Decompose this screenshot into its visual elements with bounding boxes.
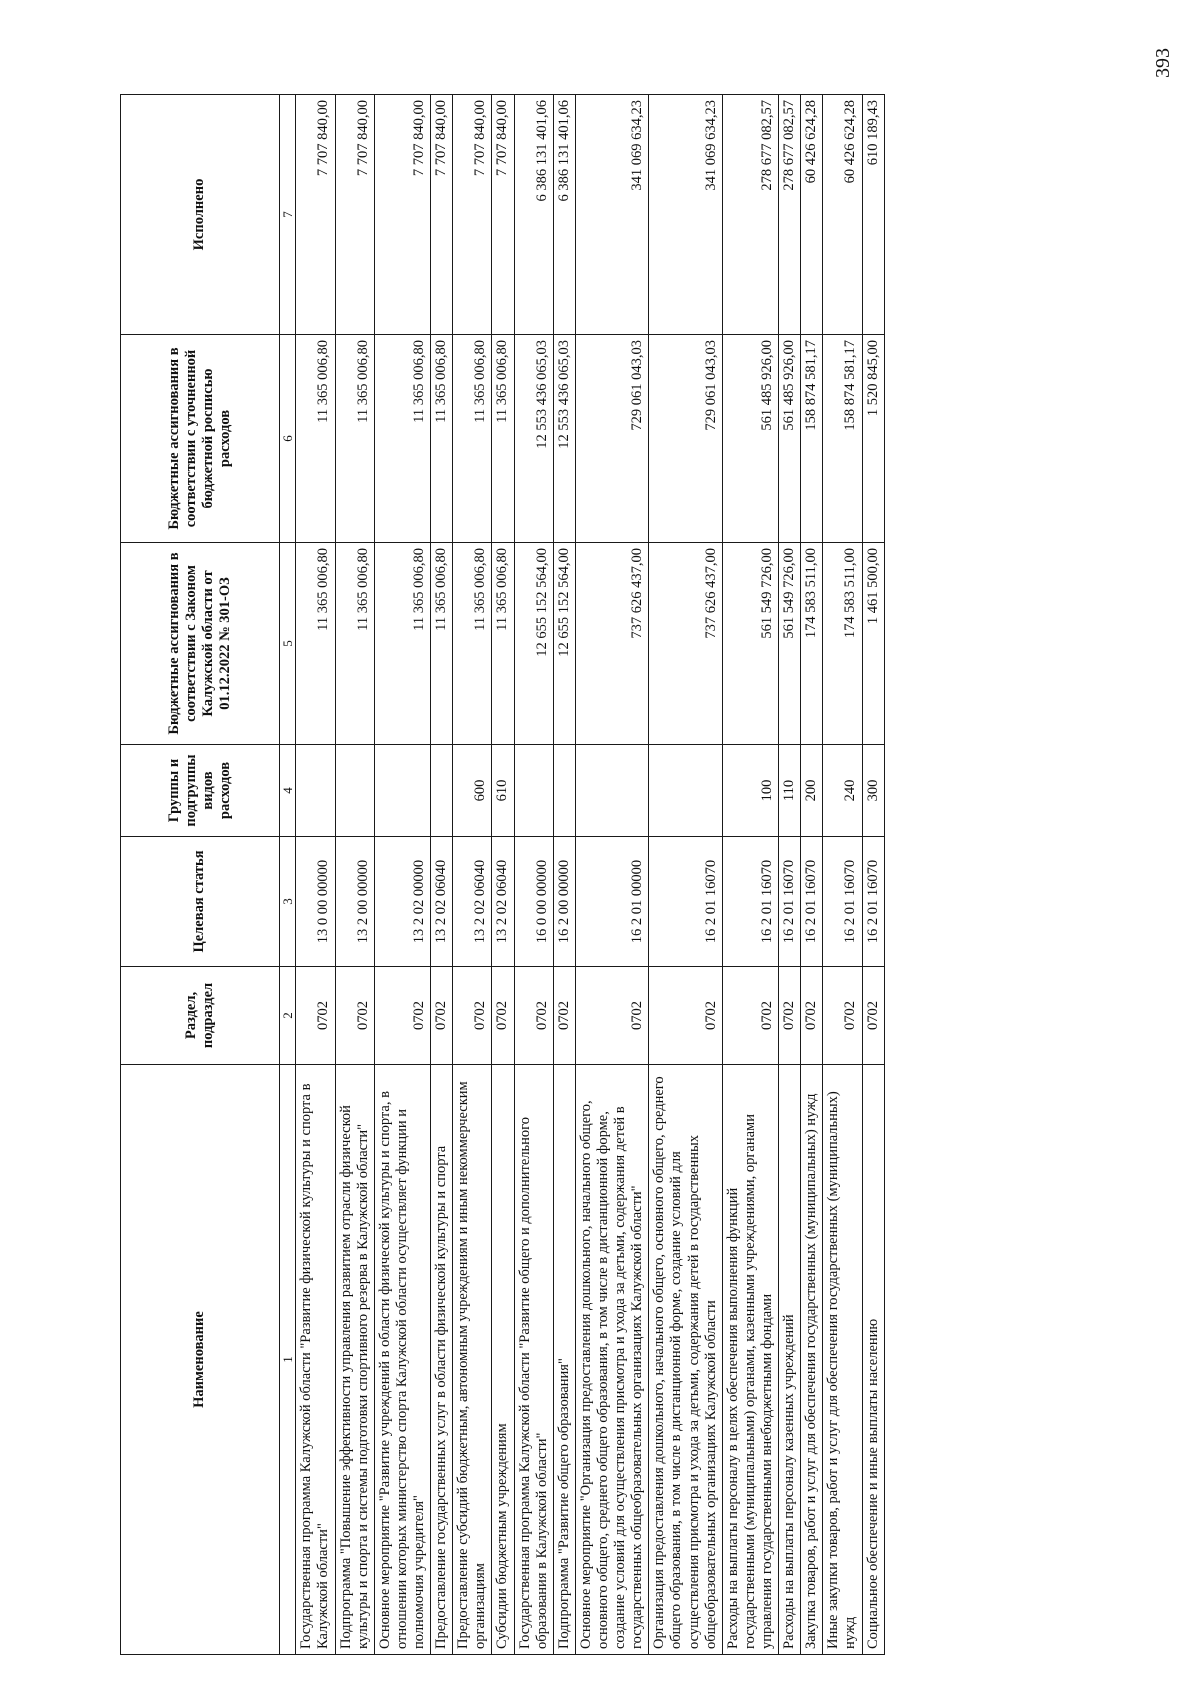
row-law-amount: 11 365 006,80: [453, 543, 492, 745]
row-section: 0702: [575, 967, 648, 1065]
row-name: Подпрограмма "Развитие общего образования": [553, 1065, 575, 1655]
row-group: [649, 745, 722, 837]
row-target: 13 2 02 06040: [431, 837, 453, 967]
row-name: Предоставление субсидий бюджетным, автономным учреждениям и иным некоммерческим организациям: [453, 1065, 492, 1655]
row-schedule-amount: 12 553 436 065,03: [514, 335, 553, 543]
row-section: 0702: [722, 967, 778, 1065]
table-row: [575, 95, 648, 1655]
column-number: 7: [280, 95, 296, 335]
header-target: Целевая статья: [121, 837, 280, 967]
row-group: 600: [453, 745, 492, 837]
row-section: 0702: [492, 967, 514, 1065]
row-target: 16 2 01 16070: [801, 837, 823, 967]
row-name: Подпрограмма "Повышение эффективности управления развитием отрасли физической культуры и спорта и системы подготовки спортивного резерва в Калужской области": [335, 1065, 374, 1655]
row-law-amount: 12 655 152 564,00: [553, 543, 575, 745]
row-schedule-amount: 11 365 006,80: [296, 335, 335, 543]
row-law-amount: 561 549 726,00: [779, 543, 801, 745]
row-target: 13 2 02 06040: [492, 837, 514, 967]
row-group: [575, 745, 648, 837]
row-executed-amount: 610 189,43: [862, 95, 884, 335]
row-section: 0702: [453, 967, 492, 1065]
row-executed-amount: 6 386 131 401,06: [553, 95, 575, 335]
table-body: [296, 95, 884, 1655]
table-row: [296, 95, 335, 1655]
rotated-sheet: [120, 95, 1160, 1655]
row-target: 16 2 01 16070: [862, 837, 884, 967]
row-name: Расходы на выплаты персоналу казенных учреждений: [779, 1065, 801, 1655]
budget-table: [120, 94, 885, 1655]
row-schedule-amount: 11 365 006,80: [453, 335, 492, 543]
row-section: 0702: [553, 967, 575, 1065]
header-group: Группы и подгруппы видов расходов: [121, 745, 280, 837]
table-row: [801, 95, 823, 1655]
table-row: [779, 95, 801, 1655]
column-number: 6: [280, 335, 296, 543]
row-schedule-amount: 729 061 043,03: [649, 335, 722, 543]
row-section: 0702: [779, 967, 801, 1065]
table-row: [514, 95, 553, 1655]
table-row: [335, 95, 374, 1655]
row-target: 13 2 00 00000: [335, 837, 374, 967]
row-executed-amount: 7 707 840,00: [453, 95, 492, 335]
table-row: [374, 95, 430, 1655]
row-executed-amount: 60 426 624,28: [823, 95, 862, 335]
row-executed-amount: 278 677 082,57: [722, 95, 778, 335]
row-name: Иные закупки товаров, работ и услуг для обеспечения государственных (муниципальных) нужд: [823, 1065, 862, 1655]
row-law-amount: 174 583 511,00: [801, 543, 823, 745]
row-group: 110: [779, 745, 801, 837]
column-number: 2: [280, 967, 296, 1065]
row-executed-amount: 60 426 624,28: [801, 95, 823, 335]
row-schedule-amount: 11 365 006,80: [492, 335, 514, 543]
column-number-row: [280, 95, 296, 1655]
row-target: 16 2 01 16070: [823, 837, 862, 967]
row-name: Субсидии бюджетным учреждениям: [492, 1065, 514, 1655]
row-law-amount: 174 583 511,00: [823, 543, 862, 745]
row-target: 16 2 01 16070: [649, 837, 722, 967]
row-section: 0702: [801, 967, 823, 1065]
row-law-amount: 1 461 500,00: [862, 543, 884, 745]
table-row: [722, 95, 778, 1655]
row-group: [553, 745, 575, 837]
row-group: 300: [862, 745, 884, 837]
row-law-amount: 11 365 006,80: [492, 543, 514, 745]
row-law-amount: 11 365 006,80: [296, 543, 335, 745]
row-section: 0702: [296, 967, 335, 1065]
row-target: 13 2 02 00000: [374, 837, 430, 967]
table-row: [492, 95, 514, 1655]
header-schedule: Бюджетные ассигнования в соответствии с уточненной бюджетной росписью расходов: [121, 335, 280, 543]
row-schedule-amount: 1 520 845,00: [862, 335, 884, 543]
row-group: [514, 745, 553, 837]
row-executed-amount: 7 707 840,00: [335, 95, 374, 335]
header-name: Наименование: [121, 1065, 280, 1655]
row-target: 16 2 00 00000: [553, 837, 575, 967]
row-law-amount: 561 549 726,00: [722, 543, 778, 745]
row-name: Государственная программа Калужской области "Развитие общего и дополнительного образования в Калужской области": [514, 1065, 553, 1655]
table-row: [862, 95, 884, 1655]
row-section: 0702: [431, 967, 453, 1065]
row-executed-amount: 341 069 634,23: [575, 95, 648, 335]
row-section: 0702: [514, 967, 553, 1065]
table-row: [453, 95, 492, 1655]
column-number: 3: [280, 837, 296, 967]
page-number: 393: [1152, 48, 1174, 78]
row-target: 16 2 01 16070: [722, 837, 778, 967]
row-group: [431, 745, 453, 837]
row-executed-amount: 278 677 082,57: [779, 95, 801, 335]
row-name: Социальное обеспечение и иные выплаты населению: [862, 1065, 884, 1655]
row-group: 200: [801, 745, 823, 837]
row-schedule-amount: 11 365 006,80: [335, 335, 374, 543]
row-executed-amount: 7 707 840,00: [374, 95, 430, 335]
row-target: 16 2 01 00000: [575, 837, 648, 967]
row-name: Основное мероприятие "Развитие учреждений в области физической культуры и спорта, в отношении которых министерство спорта Калужской области осуществляет функции и полномочия учредителя": [374, 1065, 430, 1655]
row-law-amount: 12 655 152 564,00: [514, 543, 553, 745]
row-group: [374, 745, 430, 837]
row-executed-amount: 7 707 840,00: [492, 95, 514, 335]
row-name: Основное мероприятие "Организация предоставления дошкольного, начального общего, основного общего, среднего общего образования, в том числе в дистанционной форме, создание условий для осуществления присмотра и ухода за детьми, содержания детей в государственных общеобразовательных организациях Калужской области": [575, 1065, 648, 1655]
row-schedule-amount: 12 553 436 065,03: [553, 335, 575, 543]
row-schedule-amount: 561 485 926,00: [779, 335, 801, 543]
row-group: [296, 745, 335, 837]
row-name: Предоставление государственных услуг в области физической культуры и спорта: [431, 1065, 453, 1655]
row-schedule-amount: 561 485 926,00: [722, 335, 778, 543]
header-law: Бюджетные ассигнования в соответствии с Законом Калужской области от 01.12.2022 № 301-ОЗ: [121, 543, 280, 745]
column-number: 1: [280, 1065, 296, 1655]
row-target: 13 2 02 06040: [453, 837, 492, 967]
header-row: [121, 95, 280, 1655]
row-section: 0702: [649, 967, 722, 1065]
row-name: Организация предоставления дошкольного, начального общего, основного общего, среднего общего образования, в том числе в дистанционной форме, создание условий для осуществления присмотра и ухода за детьми, содержания детей в государственных общеобразовательных организациях Калужской области: [649, 1065, 722, 1655]
row-section: 0702: [823, 967, 862, 1065]
row-executed-amount: 7 707 840,00: [431, 95, 453, 335]
row-schedule-amount: 158 874 581,17: [801, 335, 823, 543]
row-target: 16 2 01 16070: [779, 837, 801, 967]
table-row: [553, 95, 575, 1655]
row-executed-amount: 341 069 634,23: [649, 95, 722, 335]
row-group: 240: [823, 745, 862, 837]
row-name: Закупка товаров, работ и услуг для обеспечения государственных (муниципальных) нужд: [801, 1065, 823, 1655]
row-law-amount: 737 626 437,00: [649, 543, 722, 745]
row-target: 16 0 00 00000: [514, 837, 553, 967]
row-section: 0702: [374, 967, 430, 1065]
row-name: Расходы на выплаты персоналу в целях обеспечения выполнения функций государственными (муниципальными) органами, казенными учреждениями, органами управления государственными внебюджетными фондами: [722, 1065, 778, 1655]
column-number: 5: [280, 543, 296, 745]
column-number: 4: [280, 745, 296, 837]
row-law-amount: 11 365 006,80: [374, 543, 430, 745]
row-executed-amount: 6 386 131 401,06: [514, 95, 553, 335]
row-name: Государственная программа Калужской области "Развитие физической культуры и спорта в Калужской области": [296, 1065, 335, 1655]
table-row: [823, 95, 862, 1655]
row-schedule-amount: 729 061 043,03: [575, 335, 648, 543]
row-target: 13 0 00 00000: [296, 837, 335, 967]
row-group: 100: [722, 745, 778, 837]
row-schedule-amount: 158 874 581,17: [823, 335, 862, 543]
row-section: 0702: [862, 967, 884, 1065]
row-section: 0702: [335, 967, 374, 1065]
row-group: [335, 745, 374, 837]
table-row: [431, 95, 453, 1655]
row-schedule-amount: 11 365 006,80: [431, 335, 453, 543]
table-row: [649, 95, 722, 1655]
row-group: 610: [492, 745, 514, 837]
row-law-amount: 11 365 006,80: [335, 543, 374, 745]
row-schedule-amount: 11 365 006,80: [374, 335, 430, 543]
row-executed-amount: 7 707 840,00: [296, 95, 335, 335]
header-section: Раздел, подраздел: [121, 967, 280, 1065]
row-law-amount: 737 626 437,00: [575, 543, 648, 745]
row-law-amount: 11 365 006,80: [431, 543, 453, 745]
header-executed: Исполнено: [121, 95, 280, 335]
